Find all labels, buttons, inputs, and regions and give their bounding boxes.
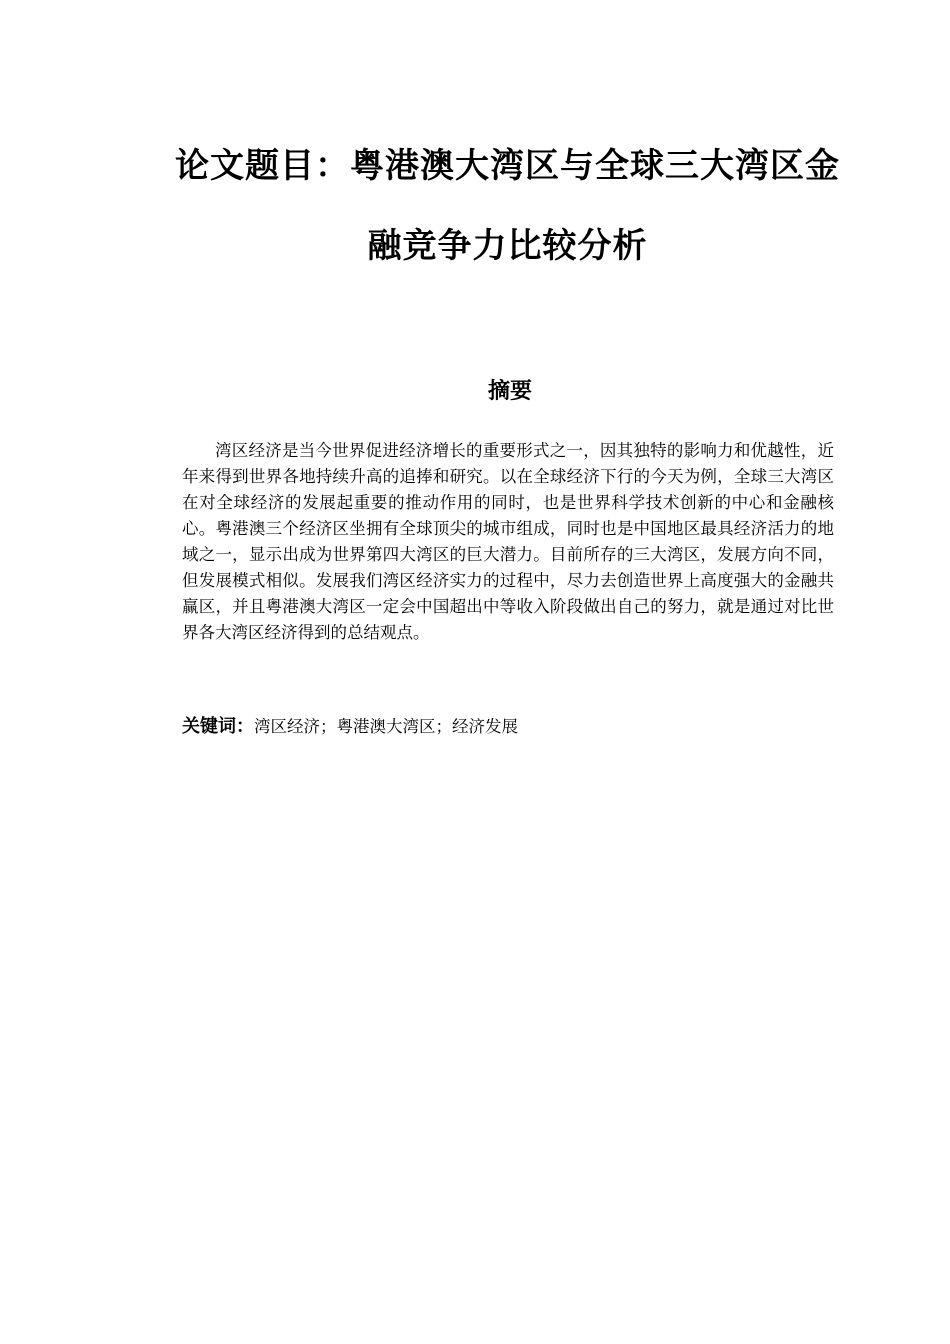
abstract-heading: 摘要 bbox=[487, 379, 532, 404]
paper-title-line-1: 论文题目：粤港澳大湾区与全球三大湾区金 bbox=[175, 146, 840, 186]
keywords-label: 关键词： bbox=[182, 716, 254, 737]
keywords-line bbox=[182, 713, 834, 741]
abstract-body: 湾区经济是当今世界促进经济增长的重要形式之一，因其独特的影响力和优越性，近年来得到世界各地持续升高的追捧和研究。以在全球经济下行的今天为例，全球三大湾区在对全球经济的发展起重要的推动作用的同时，也是世界科学技术创新的中心和金融核心。粤港澳三个经济区坐拥有全球顶尖的城市组成，同时也是中国地区最具经济活力的地域之一，显示出成为世界第四大湾区的巨大潜力。目前所存的三大湾区，发展方向不同，但发展模式相似。发展我们湾区经济实力的过程中，尽力去创造世界上高度强大的金融共赢区，并且粤港澳大湾区一定会中国超出中等收入阶段做出自己的努力，就是通过对比世界各大湾区经济得到的总结观点。 bbox=[182, 441, 834, 642]
paper-title-line-2: 融竞争力比较分析 bbox=[367, 226, 648, 266]
keywords-value: 湾区经济；粤港澳大湾区；经济发展 bbox=[254, 717, 518, 736]
